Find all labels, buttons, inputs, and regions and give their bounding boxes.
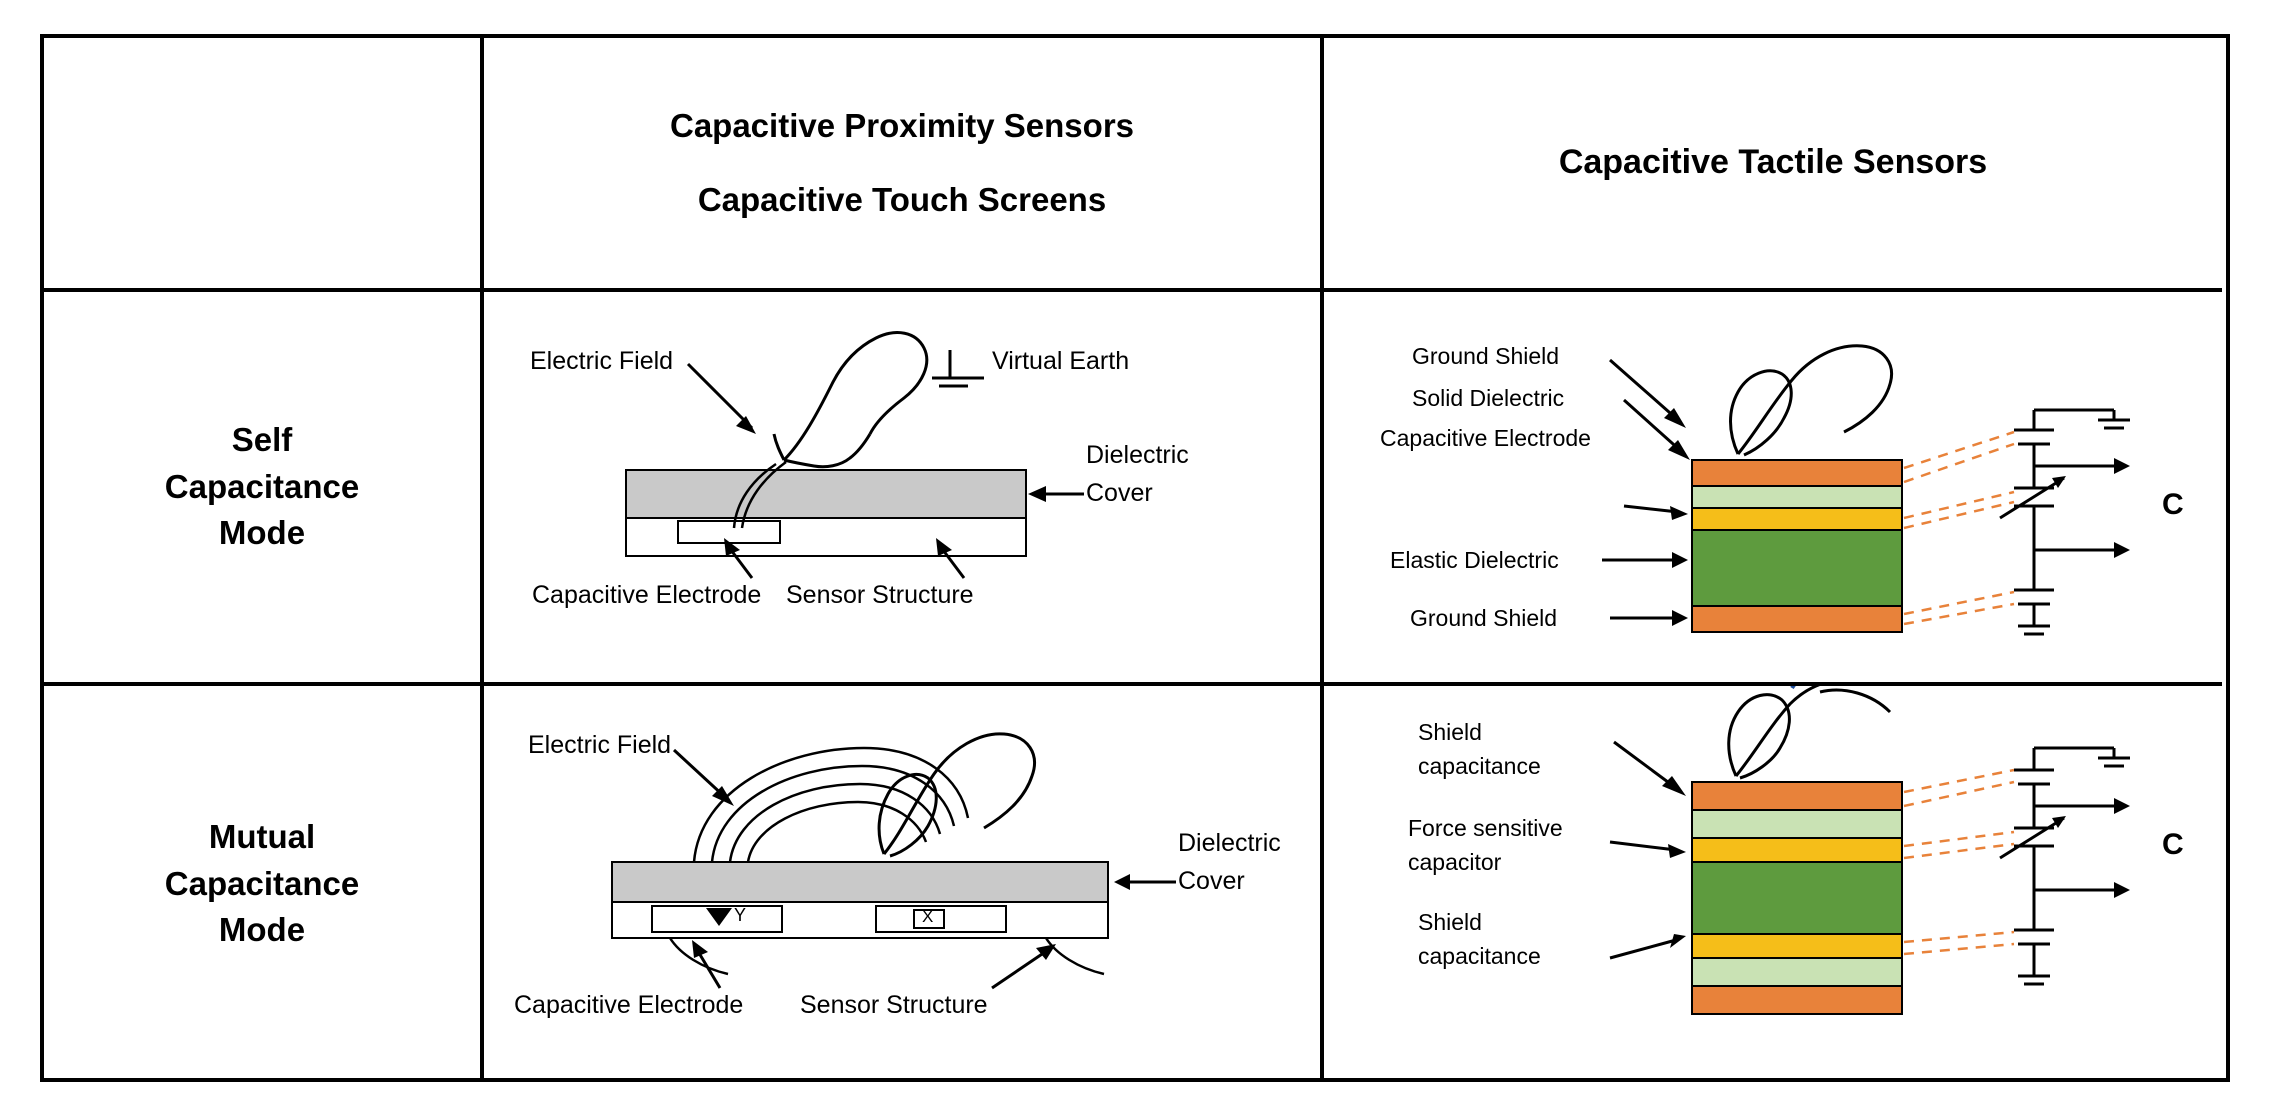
fingertip-outline <box>1729 695 1790 778</box>
diagram-self-proximity <box>484 292 1324 686</box>
layer-elastic-dielectric <box>1692 862 1902 934</box>
layer-electrode-bottom <box>1692 934 1902 958</box>
diagram-mutual-tactile <box>1324 686 2222 1082</box>
layer-solid-dielectric <box>1692 486 1902 508</box>
row-label-mutual-line2: Capacitance <box>164 864 360 902</box>
header-proximity-line2: Capacitive Touch Screens <box>697 181 1107 218</box>
finger-outline-upper <box>1738 346 1892 454</box>
label-capacitive-electrode: Capacitive Electrode <box>514 991 744 1019</box>
label-capacitive-electrode: Capacitive Electrode <box>532 581 762 609</box>
label-capacitive-electrode: Capacitive Electrode <box>1380 425 1591 451</box>
layer-ground-shield-bottom <box>1692 606 1902 632</box>
label-shield-capacitance-top-line1: Shield <box>1418 719 1482 745</box>
row-label-mutual-capacitance <box>44 686 484 1082</box>
row-label-mutual-line1: Mutual <box>208 817 316 855</box>
arrow-capacitive-electrode <box>692 940 720 988</box>
finger-tip-line <box>774 434 784 460</box>
label-solid-dielectric: Solid Dielectric <box>1412 385 1565 411</box>
finger-outline-lower <box>1820 690 1890 712</box>
label-ground-shield-bottom: Ground Shield <box>1410 605 1558 631</box>
fingertip-outline <box>1731 371 1792 455</box>
arrow-electric-field <box>688 364 756 434</box>
label-capacitance-symbol: C <box>2162 828 2184 861</box>
label-shield-capacitance-bottom-line1: Shield <box>1418 909 1482 935</box>
equivalent-circuit <box>2000 410 2130 634</box>
header-tactile-label: Capacitive Tactile Sensors <box>1558 143 1988 182</box>
arrow-shield-capacitance-top <box>1614 742 1686 796</box>
label-electric-field: Electric Field <box>530 347 674 375</box>
label-force-sensitive-line2: capacitor <box>1408 849 1502 875</box>
layer-shield-top <box>1692 782 1902 810</box>
dielectric-cover-bar <box>612 862 1108 902</box>
row-label-self-line3: Mode <box>218 514 306 552</box>
header-capacitive-proximity <box>484 38 1324 292</box>
arrow-solid-dielectric <box>1624 400 1690 460</box>
label-electrode-y: Y <box>734 905 747 925</box>
label-sensor-structure: Sensor Structure <box>786 581 974 609</box>
label-dielectric-cover-line1: Dielectric <box>1178 829 1281 857</box>
finger-outline-lower <box>784 434 870 467</box>
label-shield-capacitance-bottom-line2: capacitance <box>1418 943 1541 969</box>
header-proximity-line1: Capacitive Proximity Sensors <box>669 106 1135 144</box>
header-capacitive-tactile <box>1324 38 2222 292</box>
layer-shield-bottom <box>1692 986 1902 1014</box>
structure-leg-right <box>1046 938 1104 974</box>
label-elastic-dielectric: Elastic Dielectric <box>1390 547 1559 573</box>
label-ground-shield-top: Ground Shield <box>1412 343 1560 369</box>
arrow-sensor-structure <box>992 944 1056 988</box>
diagram-self-tactile <box>1324 292 2222 686</box>
label-force-sensitive-line1: Force sensitive <box>1408 815 1563 841</box>
comparison-table <box>40 34 2230 1082</box>
row-label-mutual-line3: Mode <box>218 911 306 949</box>
label-dielectric-cover-line2: Cover <box>1086 479 1153 507</box>
layer-dielectric-bottom <box>1692 958 1902 986</box>
arrow-force-sensitive-capacitor <box>1610 842 1686 858</box>
row-label-self-line2: Capacitance <box>164 467 360 505</box>
layer-elastic-dielectric <box>1692 530 1902 606</box>
finger-outline-upper <box>1736 686 1858 776</box>
structure-leg-left <box>670 938 728 974</box>
arrow-ground-shield-top <box>1610 360 1686 428</box>
label-shield-capacitance-top-line2: capacitance <box>1418 753 1541 779</box>
arrow-electric-field <box>674 750 734 806</box>
label-electrode-x: X <box>922 907 934 926</box>
finger-outline-upper <box>784 333 927 460</box>
arrow-shield-capacitance-bottom <box>1610 934 1686 958</box>
label-dielectric-cover-line1: Dielectric <box>1086 441 1189 469</box>
equivalent-circuit <box>2000 748 2130 984</box>
diagram-mutual-proximity <box>484 686 1324 1082</box>
layer-dielectric-top <box>1692 810 1902 838</box>
row-label-self-line1: Self <box>231 420 293 458</box>
label-dielectric-cover-line2: Cover <box>1178 867 1245 895</box>
field-arc-3 <box>730 784 940 862</box>
dielectric-cover-bar <box>626 470 1026 518</box>
arrow-capacitive-electrode <box>1624 506 1688 520</box>
layer-capacitive-electrode <box>1692 508 1902 530</box>
arrow-dielectric-cover <box>1028 486 1084 502</box>
label-electric-field: Electric Field <box>528 731 672 759</box>
dashed-connectors <box>1904 770 2014 954</box>
arrow-elastic-dielectric <box>1602 552 1688 568</box>
virtual-earth-ground-symbol <box>932 350 968 386</box>
dashed-connectors <box>1904 432 2014 624</box>
label-virtual-earth: Virtual Earth <box>992 347 1130 375</box>
label-sensor-structure: Sensor Structure <box>800 991 988 1019</box>
arrow-dielectric-cover <box>1114 874 1176 890</box>
row-label-self-capacitance <box>44 292 484 686</box>
table-corner-cell <box>44 38 484 292</box>
capacitive-electrode-rect <box>678 521 780 543</box>
label-capacitance-symbol: C <box>2162 488 2184 521</box>
arrow-ground-shield-bottom <box>1610 610 1688 626</box>
layer-electrode-top <box>1692 838 1902 862</box>
layer-ground-shield-top <box>1692 460 1902 486</box>
